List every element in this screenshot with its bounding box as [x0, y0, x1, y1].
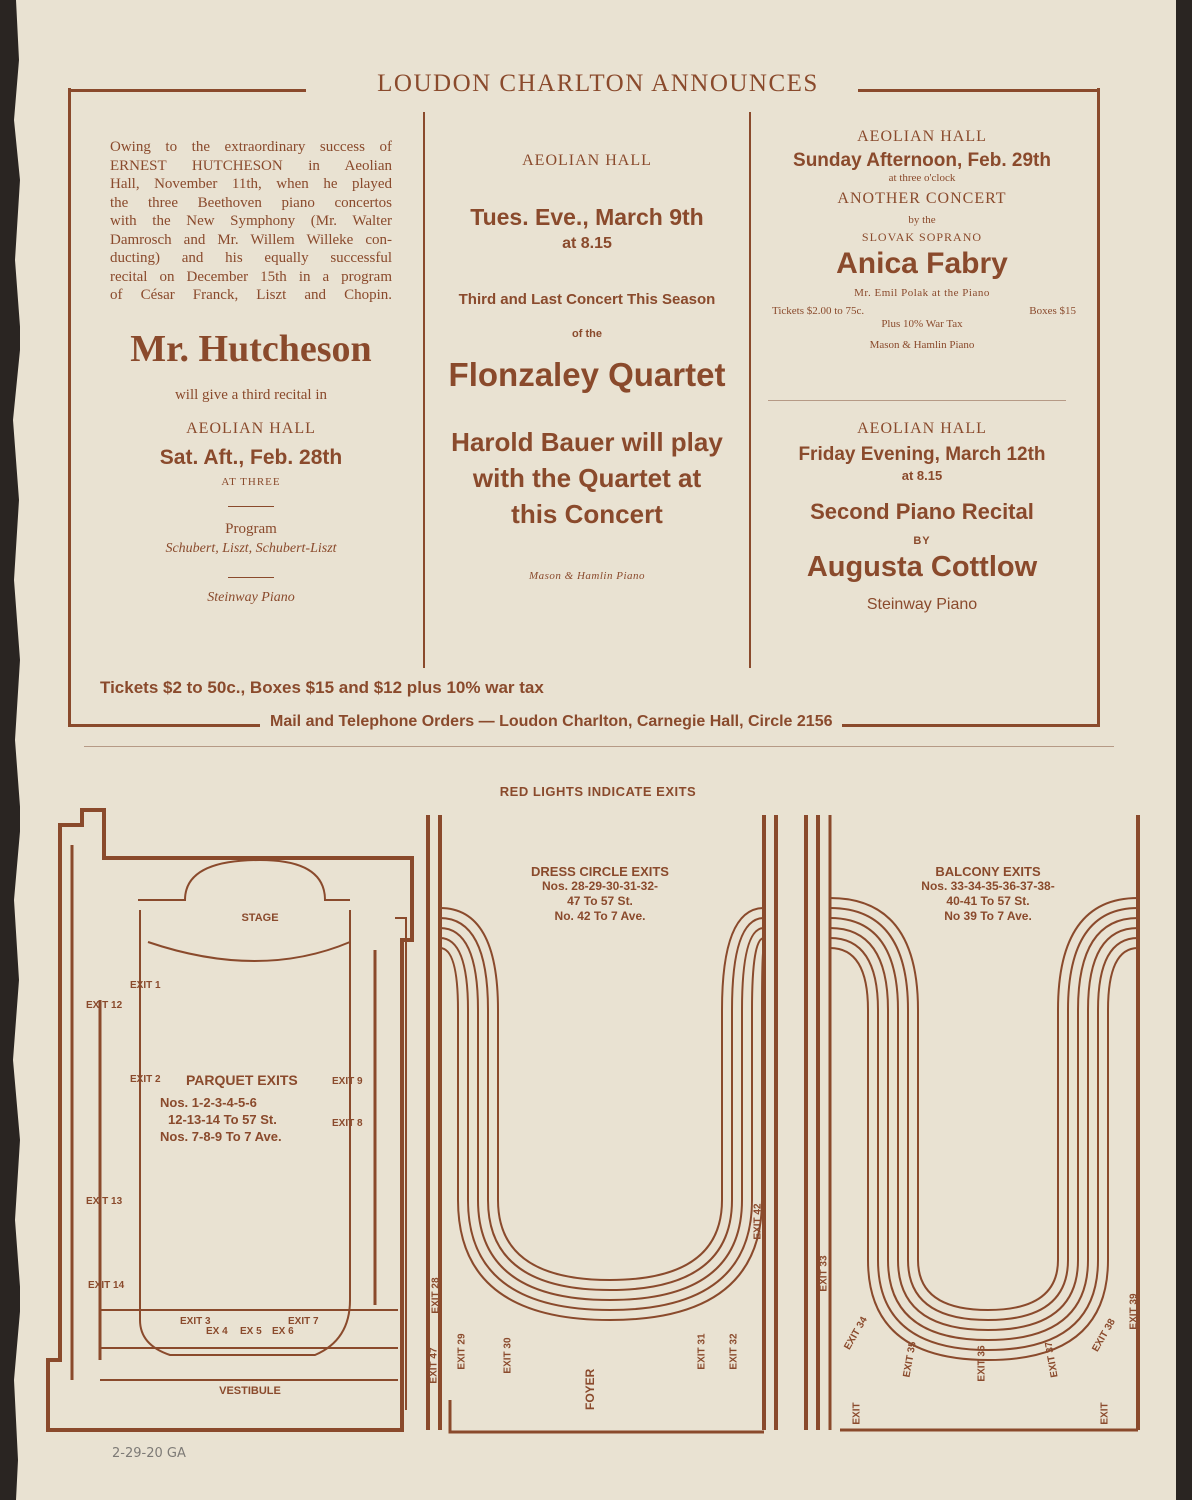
- bauer-line: with the Quartet at: [472, 463, 702, 493]
- hutcheson-rule-2: [228, 577, 274, 578]
- fabry-tax: Plus 10% War Tax: [881, 318, 963, 330]
- flonzaley-name: Flonzaley Quartet: [448, 356, 726, 393]
- cottlow-venue: AEOLIAN HALL: [857, 420, 987, 437]
- exit-30-label: EXIT 30: [502, 1337, 514, 1374]
- exit-9-label: EXIT 9: [332, 1076, 363, 1087]
- right-column-rule: [768, 400, 1066, 401]
- cottlow-piano: Steinway Piano: [866, 596, 978, 613]
- dress-circle-routes: [490, 879, 710, 924]
- flonzaley-third-concert: Third and Last Concert This Season: [458, 291, 716, 308]
- parquet-route-line: 12-13-14 To 57 St.: [168, 1112, 277, 1127]
- balcony-heading: BALCONY EXITS: [935, 864, 1041, 879]
- exit-4-label: EX 4: [206, 1326, 228, 1337]
- intro-line: ERNEST HUTCHESON in Aeolian: [110, 157, 392, 174]
- torn-edge: [10, 0, 24, 1500]
- cottlow-time: at 8.15: [901, 468, 943, 483]
- flonzaley-piano: Mason & Hamlin Piano: [528, 570, 646, 582]
- cottlow-by: BY: [913, 535, 931, 547]
- parquet-heading: PARQUET EXITS: [186, 1072, 298, 1088]
- announcement-header: LOUDON CHARLTON ANNOUNCES: [377, 70, 819, 97]
- fabry-ticket-price: Tickets $2.00 to 75c.: [772, 305, 865, 317]
- fabry-venue: AEOLIAN HALL: [857, 128, 987, 145]
- parquet-routes: [160, 1094, 282, 1145]
- fabry-name: Anica Fabry: [836, 247, 1008, 280]
- exit-33-label: EXIT 33: [818, 1255, 830, 1292]
- exit-38-label: EXIT 38: [1090, 1317, 1118, 1354]
- hutcheson-rule-1: [228, 506, 274, 507]
- flonzaley-venue: AEOLIAN HALL: [522, 152, 652, 169]
- fabry-another-concert: ANOTHER CONCERT: [837, 190, 1007, 207]
- exit-3-label: EXIT 3: [180, 1316, 211, 1327]
- intro-line: Owing to the extraordinary success of: [110, 139, 392, 155]
- fabry-soprano: SLOVAK SOPRANO: [861, 230, 983, 244]
- intro-line: of César Franck, Liszt and Chopin.: [110, 287, 392, 303]
- exit-28-label: EXIT 28: [430, 1277, 442, 1314]
- exit-42-label: EXIT 42: [752, 1203, 764, 1240]
- mail-orders: Mail and Telephone Orders — Loudon Charlton, Carnegie Hall, Circle 2156: [260, 713, 842, 731]
- balcony-routes: [868, 879, 1108, 924]
- dress-circle-heading: DRESS CIRCLE EXITS: [531, 864, 669, 879]
- exit-6-label: EX 6: [272, 1326, 294, 1337]
- vestibule-label: VESTIBULE: [219, 1385, 281, 1397]
- intro-line: ducting) and his equally successful: [110, 250, 392, 266]
- foyer-label: FOYER: [583, 1368, 597, 1410]
- parquet-route-line: Nos. 7-8-9 To 7 Ave.: [160, 1129, 282, 1144]
- dress-circle-route-line: 47 To 57 St.: [567, 894, 633, 908]
- bauer-line: this Concert: [511, 499, 663, 529]
- intro-line: Damrosch and Mr. Willem Willeke con-: [110, 231, 392, 248]
- exit-36-label: EXIT 36: [976, 1345, 988, 1382]
- fabry-block: [754, 128, 1090, 351]
- intro-line: the three Beethoven piano concertos: [110, 194, 392, 211]
- intro-line: recital on December 15th in a program: [110, 268, 392, 285]
- intro-line: Hall, November 11th, when he played: [110, 176, 392, 192]
- fabry-time: at three o'clock: [888, 172, 956, 184]
- exit-35-label: EXIT 35: [901, 1340, 919, 1379]
- hutcheson-time: AT THREE: [221, 475, 281, 488]
- hutcheson-intro: [110, 138, 392, 305]
- exit-label: EXIT: [1099, 1402, 1111, 1425]
- bauer-notice: [428, 424, 746, 532]
- flonzaley-date: Tues. Eve., March 9th: [470, 204, 704, 230]
- fabry-tickets: [754, 305, 1090, 333]
- fabry-by-the: by the: [908, 214, 936, 226]
- fabry-accompanist: Mr. Emil Polak at the Piano: [854, 287, 990, 299]
- exit-34-label: EXIT 34: [842, 1315, 870, 1352]
- balcony-route-line: 40-41 To 57 St.: [946, 894, 1030, 908]
- exit-31-label: EXIT 31: [696, 1333, 708, 1370]
- exit-13-label: EXIT 13: [86, 1196, 123, 1207]
- flonzaley-of-the: of the: [572, 328, 602, 340]
- hutcheson-piano: Steinway Piano: [207, 589, 295, 605]
- cottlow-date: Friday Evening, March 12th: [798, 444, 1046, 465]
- hutcheson-name: Mr. Hutcheson: [130, 327, 372, 370]
- exit-29-label: EXIT 29: [456, 1333, 468, 1370]
- exit-12-label: EXIT 12: [86, 1000, 123, 1011]
- column-divider-2: [749, 112, 751, 668]
- exit-label: EXIT: [851, 1402, 863, 1425]
- exit-32-label: EXIT 32: [728, 1333, 740, 1370]
- exit-39-label: EXIT 39: [1128, 1293, 1140, 1330]
- program-page: [20, 0, 1176, 1500]
- dress-circle-route-line: No. 42 To 7 Ave.: [554, 909, 646, 923]
- exit-2-label: EXIT 2: [130, 1074, 161, 1085]
- cottlow-block: [754, 420, 1090, 614]
- hutcheson-program: Schubert, Liszt, Schubert-Liszt: [165, 540, 337, 556]
- exit-47-label: EXIT 47: [428, 1347, 440, 1384]
- exit-7-label: EXIT 7: [288, 1316, 319, 1327]
- hutcheson-venue: AEOLIAN HALL: [186, 419, 316, 437]
- exit-1-label: EXIT 1: [130, 980, 161, 991]
- hutcheson-will-give: will give a third recital in: [174, 386, 328, 403]
- section-separator: [84, 746, 1114, 747]
- hutcheson-program-label: Program: [225, 520, 277, 537]
- cottlow-name: Augusta Cottlow: [806, 551, 1038, 583]
- plan-title: RED LIGHTS INDICATE EXITS: [499, 784, 697, 799]
- exit-14-label: EXIT 14: [88, 1280, 125, 1291]
- fabry-date: Sunday Afternoon, Feb. 29th: [793, 150, 1051, 171]
- handwritten-note: 2-29-20 GA: [112, 1446, 186, 1461]
- balcony-route-line: Nos. 33-34-35-36-37-38-: [921, 879, 1055, 893]
- column-divider-1: [423, 112, 425, 668]
- balcony-route-line: No 39 To 7 Ave.: [944, 909, 1032, 923]
- dress-circle-route-line: Nos. 28-29-30-31-32-: [541, 879, 659, 893]
- fabry-piano: Mason & Hamlin Piano: [869, 339, 975, 351]
- exit-5-label: EX 5: [240, 1326, 262, 1337]
- ticket-prices: Tickets $2 to 50c., Boxes $15 and $12 plus 10% war tax: [100, 678, 544, 697]
- fabry-box-price: Boxes $15: [1029, 305, 1076, 317]
- parquet-route-line: Nos. 1-2-3-4-5-6: [160, 1095, 257, 1110]
- flonzaley-column: [428, 152, 746, 582]
- exit-37-label: EXIT 37: [1043, 1340, 1061, 1379]
- stage-label: STAGE: [241, 912, 279, 924]
- cottlow-recital: Second Piano Recital: [810, 499, 1034, 524]
- hutcheson-date: Sat. Aft., Feb. 28th: [159, 445, 343, 469]
- intro-line: with the New Symphony (Mr. Walter: [110, 213, 392, 229]
- hutcheson-column: [110, 138, 392, 606]
- flonzaley-time: at 8.15: [562, 235, 612, 252]
- bauer-line: Harold Bauer will play: [451, 427, 723, 457]
- exit-8-label: EXIT 8: [332, 1118, 363, 1129]
